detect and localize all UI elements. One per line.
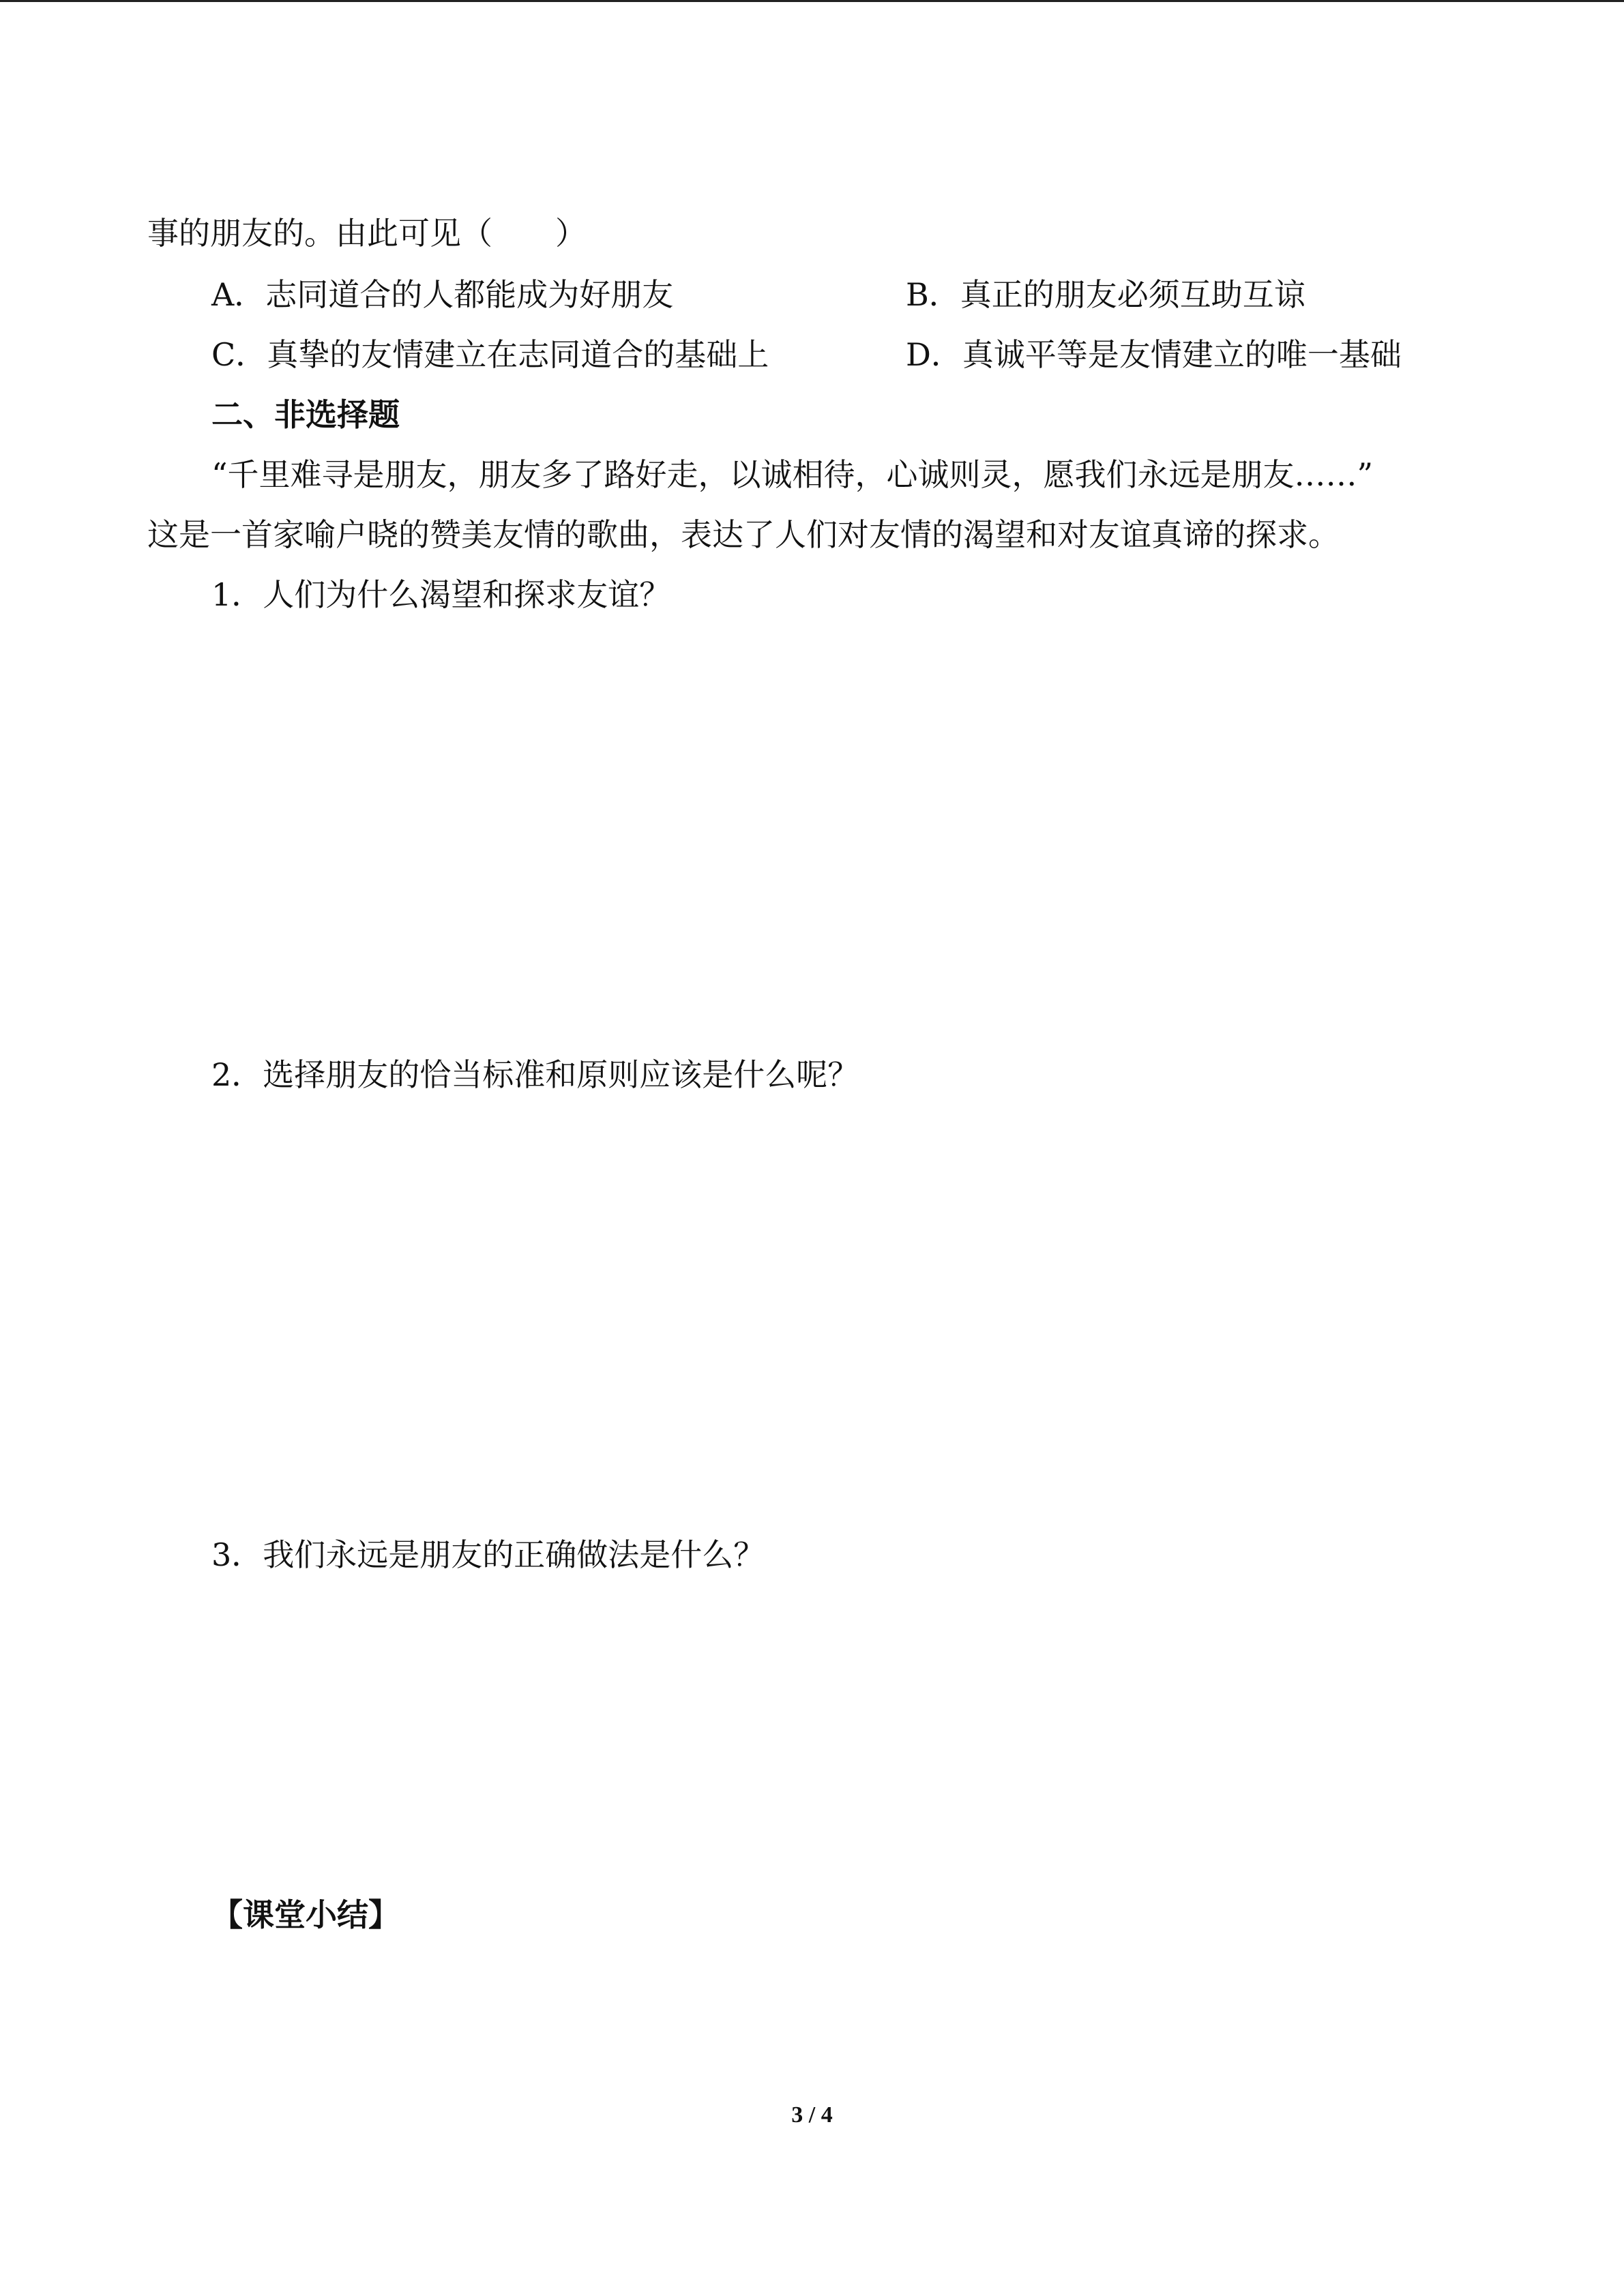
top-border-line (0, 0, 1624, 2)
passage-line-2: 这是一首家喻户晓的赞美友情的歌曲，表达了人们对友情的渴望和对友谊真谛的探求。 (147, 516, 1340, 553)
page-number: 3 / 4 (791, 2102, 833, 2128)
option-d: D．真诚平等是友情建立的唯一基础 (906, 336, 1402, 373)
option-b: B．真正的朋友必须互助互谅 (906, 276, 1305, 313)
option-a: A．志同道合的人都能成为好朋友 (211, 276, 674, 313)
question-2: 2．选择朋友的恰当标准和原则应该是什么呢？ (211, 1056, 859, 1093)
passage-line-1: “千里难寻是朋友，朋友多了路好走，以诚相待，心诚则灵，愿我们永远是朋友……” (211, 456, 1374, 493)
class-summary-heading: 【课堂小结】 (211, 1896, 400, 1933)
question-3: 3．我们永远是朋友的正确做法是什么？ (211, 1536, 765, 1573)
question-1: 1．人们为什么渴望和探求友谊？ (211, 576, 671, 613)
section-heading-non-choice: 二、非选择题 (211, 396, 400, 433)
option-c: C．真挚的友情建立在志同道合的基础上 (211, 336, 769, 373)
question-continuation: 事的朋友的。由此可见（ ） (147, 215, 587, 252)
